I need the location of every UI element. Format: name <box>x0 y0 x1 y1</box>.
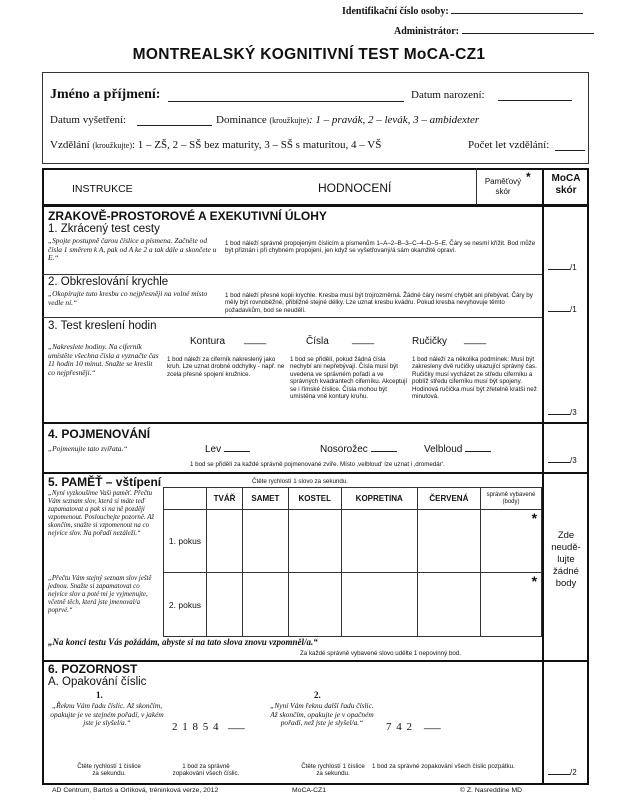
trail-scoring: 1 bod náleží správně propojeným číslicím a písmenům 1–A–2–B–3–C–4–D–5–E. Čáry se nesmí křížit. Bod může být přiznán i při chybném propojení, jen když se vyšetřovaný/á sám okamžitě opraví. <box>225 240 536 255</box>
grid-corner <box>164 488 207 510</box>
visuo-title: ZRAKOVĚ-PROSTOROVÉ A EXEKUTIVNÍ ÚLOHY <box>48 209 327 223</box>
trial-1-cell[interactable] <box>207 510 243 573</box>
memory-point-note: Za každé správně vybavené slovo udělte 1 nepovinný bod. <box>300 650 461 657</box>
cube-score-field[interactable] <box>548 305 577 314</box>
naming-velbloud[interactable] <box>424 444 491 455</box>
trial-1-cell[interactable] <box>243 510 289 573</box>
naming-score-field[interactable] <box>548 456 577 465</box>
trial-2-cell[interactable] <box>243 573 289 637</box>
memory-grid <box>163 487 542 637</box>
id-line[interactable] <box>451 4 583 14</box>
digit-rate-1: Čtěte rychlostí 1 číslice za sekundu. <box>77 763 141 778</box>
dominance-hint: (kroužkujte) <box>269 116 309 125</box>
naming-scoring: 1 bod se přidělí za každé správně pojmenované zvíře. Místo ‚velbloud‘ lze uznat i ‚dromedár‘. <box>190 461 445 468</box>
trial-1-cell[interactable] <box>288 510 341 573</box>
digit-backward: 7 4 2 <box>386 721 413 733</box>
digit-point-1: 1 bod za správně zopakování všech číslic. <box>172 763 240 778</box>
trial-1-cell[interactable] <box>341 510 417 573</box>
col-hodnoceni: HODNOCENÍ <box>318 181 392 195</box>
clock-score-field[interactable] <box>548 408 577 417</box>
years-label: Počet let vzdělání: <box>468 139 550 151</box>
clock-cisla-scoring: 1 bod se přidělí, pokud žádná čísla nechybí ani nepřebývají. Čísla musí být uvedena ve správném pořadí a ve správných kvadrantech ciferníku. Akceptují se i římské číslice. Čísla mohou být umístěna vně kontury kruhu. <box>290 356 408 401</box>
exam-label: Datum vyšetření: <box>50 114 127 126</box>
memory-no-score: Zde neudě-lujte žádné body <box>551 530 581 589</box>
memory-title: 5. PAMĚŤ – vštípení <box>48 475 162 489</box>
education-line[interactable] <box>50 139 381 151</box>
trial-2-label: 2. pokus <box>164 573 207 637</box>
name-label: Jméno a příjmení: <box>50 87 161 102</box>
digit-instruction-1: „Řeknu Vám řadu číslic. Až skončím, opakujte je ve stejném pořadí, v jakém jste je slyšel/a.“ <box>50 701 164 728</box>
star-icon: * <box>526 170 531 184</box>
attention-title: 6. POZORNOST <box>48 662 138 676</box>
footer-left: AD Centrum, Bartoš a Orlíková, tréninková verze, 2012 <box>52 787 219 794</box>
education-hint: (kroužkujte) <box>92 141 132 150</box>
clock-cisla-label: Čísla <box>306 336 329 347</box>
section-divider <box>42 422 589 424</box>
header-divider <box>42 204 589 207</box>
memory-rate: Čtěte rychlostí 1 slovo za sekundu. <box>252 478 348 485</box>
clock-kontura-blank[interactable]: ____ <box>244 334 267 345</box>
trial-2-cell[interactable] <box>341 573 417 637</box>
naming-lev[interactable] <box>205 444 250 455</box>
digit-task-1-number: 1. <box>96 690 103 700</box>
digit-instruction-2: „Nyní Vám řeknu další řadu číslic. Až skončím, opakujte je v opačném pořadí, než jste je slyšel/a.“ <box>270 701 374 728</box>
star-icon: * <box>531 573 538 589</box>
word-kopretina: KOPRETINA <box>341 488 417 510</box>
clock-title: 3. Test kreslení hodin <box>48 320 157 332</box>
memory-instruction-1: „Nyní vyzkoušíme Vaši paměť. Přečtu Vám seznam slov, která si máte teď zapamatovat a pak si na ně později vzpomenout. Poslouchejte pozorně. Až skončím, snažte si vzpomenout na co nejvíce slov. Na pořadí nezáleží.“ <box>48 490 155 537</box>
clock-instruction: „Nakreslete hodiny. Na ciferník umístěte všechna čísla a vyznačte čas 11 hodin 10 minut. Snažte se kreslit co nejpřesněji.“ <box>48 342 159 377</box>
cube-instruction: „Okopírujte tuto kresbu co nejpřesněji na volné místo vedle ní.“ <box>48 289 208 307</box>
trail-title: 1. Zkrácený test cesty <box>48 223 160 235</box>
col-pametovy: Paměťový skór <box>484 177 522 196</box>
clock-kontura-scoring: 1 bod náleží za ciferník nakreslený jako kruh. Lze uznat drobné odchylky - např. ne zcela přesné spojení kružnice. <box>167 356 285 378</box>
naming-instruction: „Pojmenujte tato zvířata.“ <box>48 444 128 453</box>
digit-forward: 2 1 8 5 4 <box>172 721 220 733</box>
trial-1-score[interactable] <box>481 510 542 573</box>
page-title: MONTREALSKÝ KOGNITIVNÍ TEST MoCA-CZ1 <box>132 46 486 63</box>
digit-forward-blank[interactable]: ___ <box>228 719 245 730</box>
clock-rucicky-scoring: 1 bod náleží za několika podmínek: Musí být zakresleny dvě ručičky ukazující správný čas. Ručičky musí vycházet ze středu ciferníku a poblíž středu ciferníku musí být spojeny. Hodinová ručička musí být zřetelně kratší než minutová. <box>412 356 537 401</box>
row-divider <box>42 274 542 275</box>
exam-field[interactable] <box>137 115 212 126</box>
years-field[interactable] <box>555 140 585 151</box>
word-cervena: ČERVENÁ <box>417 488 480 510</box>
birth-field[interactable] <box>498 90 572 101</box>
id-field[interactable] <box>342 4 583 17</box>
dominance-options[interactable]: : 1 – pravák, 2 – levák, 3 – ambidexter <box>309 114 480 126</box>
star-icon: * <box>531 510 538 526</box>
naming-title: 4. POJMENOVÁNÍ <box>48 427 151 441</box>
row-divider <box>42 317 542 318</box>
education-options[interactable]: : 1 – ZŠ, 2 – SŠ bez maturity, 3 – SŠ s maturitou, 4 – VŠ <box>132 139 382 151</box>
admin-field[interactable] <box>394 24 594 37</box>
birth-label: Datum narození: <box>411 89 485 101</box>
clock-kontura-label: Kontura <box>190 336 226 347</box>
trial-2-cell[interactable] <box>417 573 480 637</box>
footer-right: © Z. Nasreddine MD <box>460 787 523 794</box>
word-tvar: TVÁŘ <box>207 488 243 510</box>
col-instrukce: INSTRUKCE <box>72 183 133 195</box>
digit-points: /2 <box>570 768 577 777</box>
trial-1-cell[interactable] <box>417 510 480 573</box>
trail-points: /1 <box>570 263 577 272</box>
naming-points: /3 <box>570 456 577 465</box>
cube-title: 2. Obkreslování krychle <box>48 276 169 288</box>
clock-rucicky-blank[interactable]: ____ <box>464 334 487 345</box>
digit-score-field[interactable] <box>548 768 577 777</box>
trial-2-cell[interactable] <box>288 573 341 637</box>
trial-2-cell[interactable] <box>207 573 243 637</box>
section-divider <box>42 472 589 474</box>
admin-label: Administrátor: <box>394 26 459 37</box>
digit-backward-blank[interactable]: ___ <box>424 719 441 730</box>
col-divider-moca <box>542 168 544 785</box>
memory-end-note: „Na konci testu Vás požádám, abyste si na tato slova znovu vzpomněl/a.“ <box>48 637 318 647</box>
digit-rate-2: Čtěte rychlostí 1 číslice za sekundu. <box>301 763 365 778</box>
velbloud-label: Velbloud <box>424 444 463 455</box>
digit-title: A. Opakování číslic <box>48 676 147 688</box>
education-label: Vzdělání <box>50 139 90 151</box>
trial-1-label: 1. pokus <box>164 510 207 573</box>
col-moca: MoCA skór <box>551 173 581 196</box>
nosorozec-label: Nosorožec <box>320 444 368 455</box>
dominance-label: Dominance <box>216 114 267 126</box>
col-divider-memory <box>476 168 477 205</box>
digit-point-2: 1 bod za správné zopakování všech číslic pozpátku. <box>372 763 515 770</box>
word-samet: SAMET <box>243 488 289 510</box>
trail-score-field[interactable] <box>548 263 577 272</box>
footer-center: MoCA-CZ1 <box>292 787 326 794</box>
id-label: Identifikační číslo osoby: <box>342 6 449 17</box>
naming-nosorozec[interactable] <box>320 444 397 455</box>
trail-instruction: „Spojte postupně čarou číslice a písmena. Začněte od čísla 1 směrem k A, pak od A ke 2 a tak dále a skončete u E.“ <box>48 236 217 263</box>
clock-rucicky-label: Ručičky <box>412 336 448 347</box>
dominance-line[interactable] <box>216 114 479 126</box>
word-kostel: KOSTEL <box>288 488 341 510</box>
trial-2-score[interactable] <box>481 573 542 637</box>
cube-scoring: 1 bod náleží přesné kopii krychle. Kresba musí být trojrozměrná. Žádné čáry nesmí chybět ani přebývat. Čáry by měly být rovnoběžné, přibližně stejné délky. Lze uznat kresbu kvádru. Pokud kresba nevyhovuje těmto požadavkům, bod se neudělí. <box>225 292 533 314</box>
digit-task-2-number: 2. <box>314 690 321 700</box>
admin-line[interactable] <box>462 24 594 34</box>
memory-instruction-2: „Přečtu Vám stejný seznam slov ještě jednou. Snažte si zapamatovat co nejvíce slov a poté mi je vyjmenujte, včetně těch, která jste jmenoval/a poprvé.“ <box>48 575 152 614</box>
name-field[interactable] <box>168 90 404 102</box>
clock-cisla-blank[interactable]: ____ <box>352 334 375 345</box>
lev-label: Lev <box>205 444 222 455</box>
correct-header: správně vybavené (body) <box>481 488 542 510</box>
cube-points: /1 <box>570 305 577 314</box>
clock-points: /3 <box>570 408 577 417</box>
